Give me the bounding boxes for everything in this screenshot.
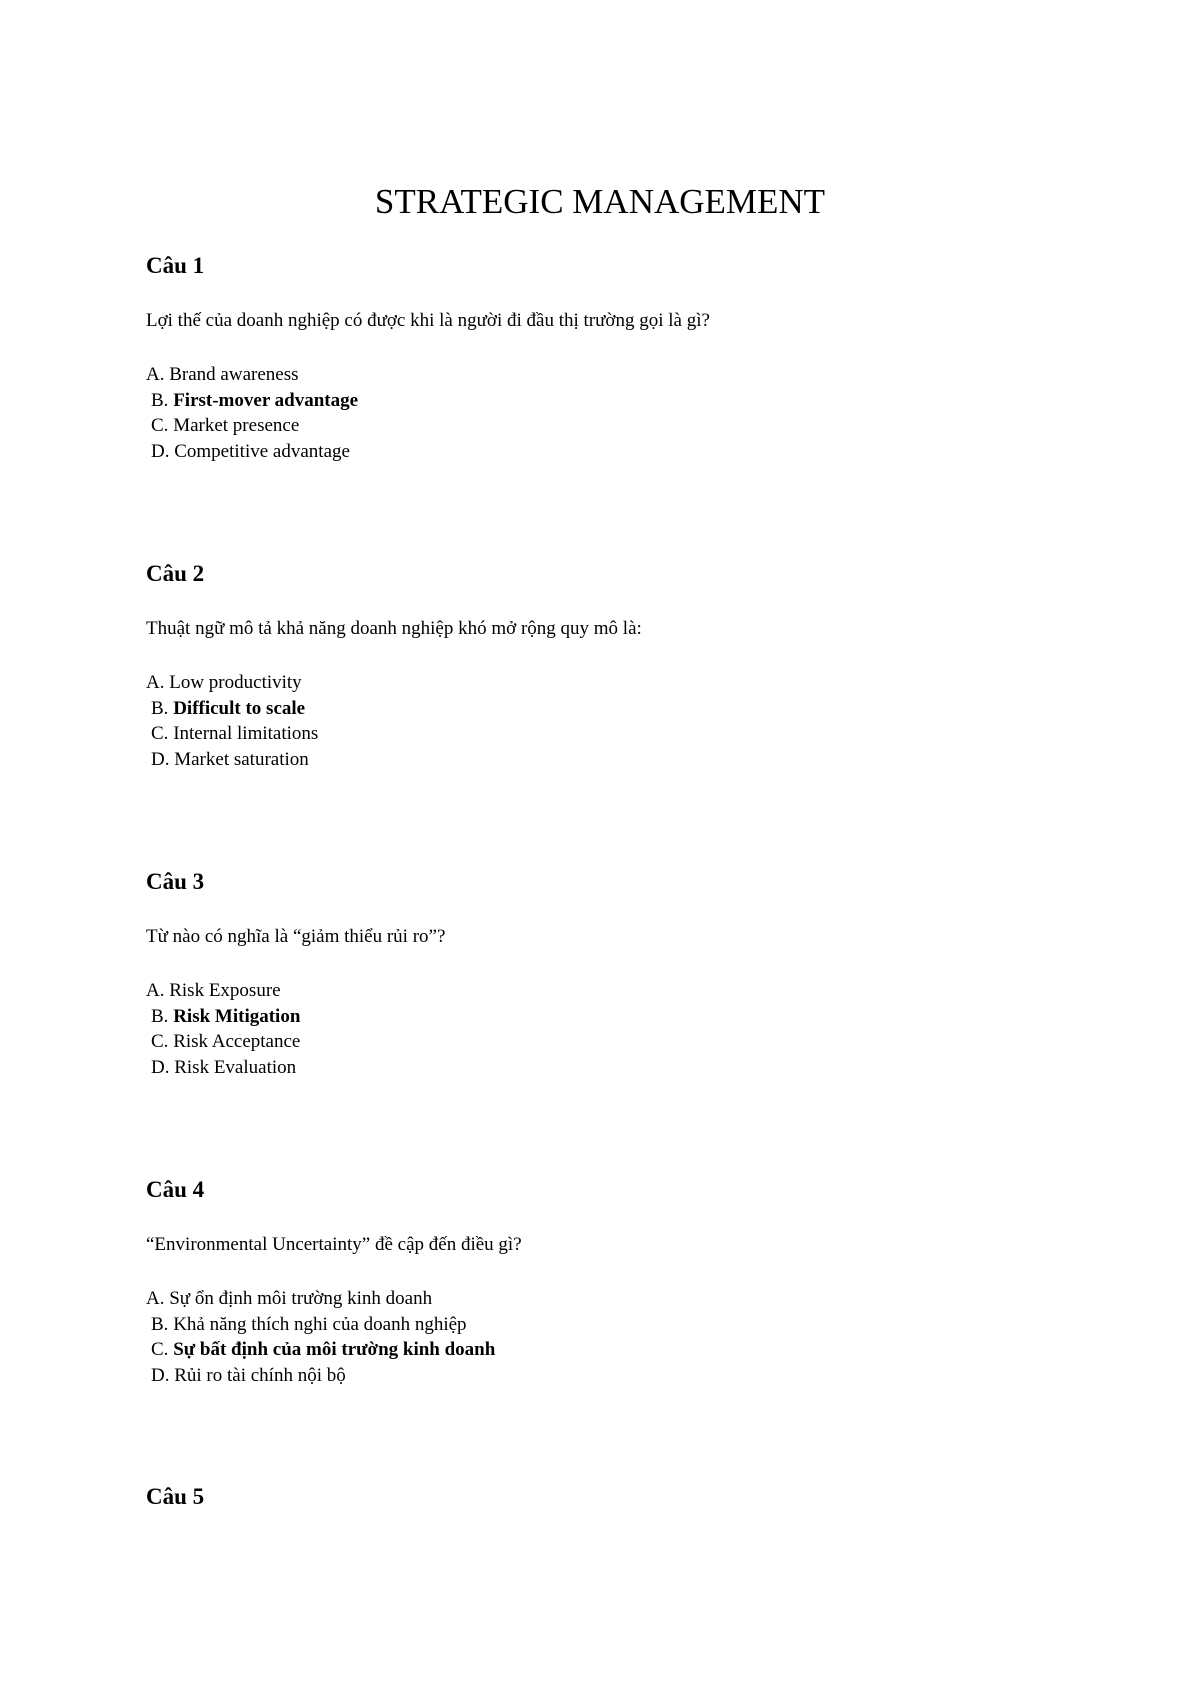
question-heading: Câu 4 <box>146 1177 205 1202</box>
question-4 <box>146 1176 1146 1386</box>
question-text: “Environmental Uncertainty” đề cập đến điều gì? <box>146 1234 522 1255</box>
option-text: Brand awareness <box>169 364 299 385</box>
correct-answer-text: Risk Mitigation <box>173 1005 301 1027</box>
option-a <box>146 978 300 1004</box>
question-5 <box>146 1483 1146 1511</box>
option-a <box>146 670 318 696</box>
option-letter: C. <box>151 723 169 744</box>
question-3 <box>146 868 1146 1078</box>
page-title: STRATEGIC MANAGEMENT <box>374 182 826 221</box>
question-heading: Câu 3 <box>146 869 205 894</box>
correct-answer-text: Sự bất định của môi trường kinh doanh <box>173 1339 496 1360</box>
option-c <box>146 413 358 439</box>
option-text: Competitive advantage <box>174 440 350 462</box>
option-c <box>146 721 318 747</box>
question-heading: Câu 1 <box>146 253 205 278</box>
option-letter: B. <box>151 1313 169 1335</box>
question-2 <box>146 560 1146 770</box>
option-c <box>146 1029 300 1055</box>
option-text: Internal limitations <box>173 723 319 744</box>
option-d <box>146 1363 495 1389</box>
correct-answer-text: First-mover advantage <box>173 389 359 411</box>
option-b <box>146 1004 300 1030</box>
option-letter: D. <box>151 1364 170 1386</box>
option-letter: B. <box>151 389 169 411</box>
answer-options <box>146 362 358 464</box>
question-text: Lợi thế của doanh nghiệp có được khi là người đi đầu thị trường gọi là gì? <box>146 310 710 331</box>
answer-options <box>146 978 300 1080</box>
option-d <box>146 1055 300 1081</box>
option-b <box>146 388 358 414</box>
option-letter: C. <box>151 1339 169 1360</box>
option-text: Rủi ro tài chính nội bộ <box>174 1364 346 1386</box>
question-heading: Câu 2 <box>146 561 205 586</box>
option-letter: B. <box>151 697 169 719</box>
option-a <box>146 362 358 388</box>
option-text: Risk Evaluation <box>174 1056 297 1078</box>
option-letter: A. <box>146 980 165 1001</box>
option-text: Low productivity <box>169 672 302 693</box>
question-text: Thuật ngữ mô tả khả năng doanh nghiệp khó mở rộng quy mô là: <box>146 618 642 639</box>
option-text: Sự ổn định môi trường kinh doanh <box>169 1288 433 1309</box>
option-letter: C. <box>151 1031 169 1052</box>
option-a <box>146 1286 495 1312</box>
question-1 <box>146 252 1146 462</box>
option-text: Market presence <box>173 415 300 436</box>
option-text: Risk Exposure <box>169 980 281 1001</box>
option-d <box>146 747 318 773</box>
option-letter: B. <box>151 1005 169 1027</box>
question-heading: Câu 5 <box>146 1484 205 1509</box>
option-text: Risk Acceptance <box>173 1031 301 1052</box>
option-letter: D. <box>151 440 170 462</box>
option-letter: D. <box>151 748 170 770</box>
correct-answer-text: Difficult to scale <box>173 697 306 719</box>
option-letter: C. <box>151 415 169 436</box>
option-text: Khả năng thích nghi của doanh nghiệp <box>173 1313 467 1335</box>
answer-options <box>146 670 318 772</box>
option-b <box>146 1312 495 1338</box>
option-text: Market saturation <box>174 748 309 770</box>
option-letter: A. <box>146 672 165 693</box>
answer-options <box>146 1286 495 1388</box>
option-d <box>146 439 358 465</box>
option-c <box>146 1337 495 1363</box>
option-letter: D. <box>151 1056 170 1078</box>
option-letter: A. <box>146 364 165 385</box>
option-letter: A. <box>146 1288 165 1309</box>
option-b <box>146 696 318 722</box>
question-text: Từ nào có nghĩa là “giảm thiểu rủi ro”? <box>146 926 446 947</box>
